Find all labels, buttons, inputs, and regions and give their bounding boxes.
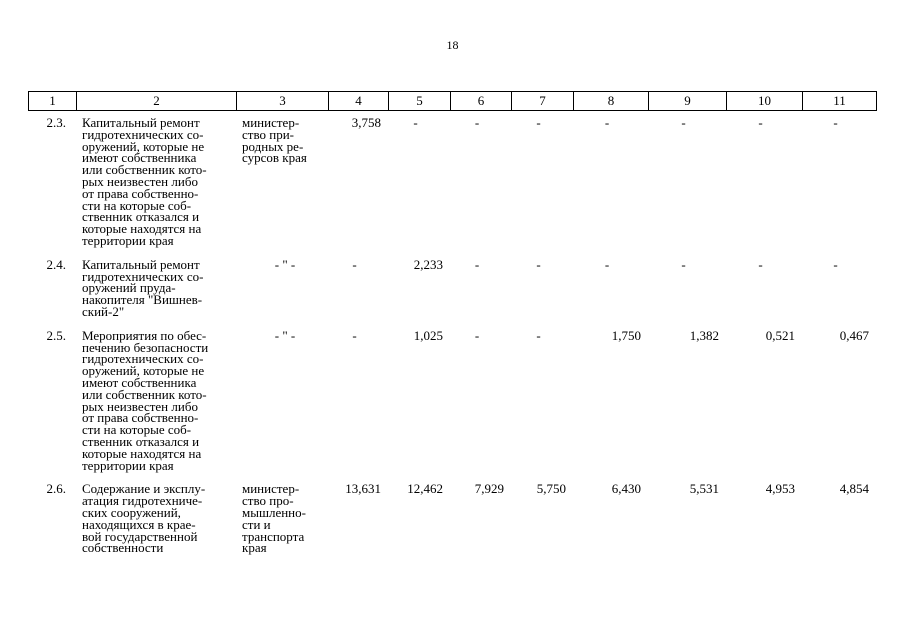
executor-line: - " - [274,256,296,272]
value-cell: - [681,256,686,272]
measure-name [76,117,236,259]
measure-name-line: гидротехнических со- [82,268,204,284]
measures-table [28,117,876,554]
measure-name-line: находящихся в крае- [82,516,196,532]
measure-name-line: ственник отказался и [82,433,200,449]
executor-line: ство про- [242,493,294,509]
value-cell: 0,467 [839,327,869,343]
measure-name [76,483,236,554]
value-cell: 2,233 [413,256,443,272]
executor-line: министер- [242,115,300,130]
measure-name-line: атация гидротехниче- [82,493,203,509]
executor-line: края [242,540,267,556]
value-cell: - [604,256,610,272]
executor-line: родных ре- [242,138,304,154]
measure-name-line: собственности [82,540,164,556]
row-number: 2.5. [46,327,66,343]
measure-name-line: печению безопасности [82,339,209,355]
header-cell: 7 [512,92,574,111]
executor [236,256,328,330]
table-row [28,483,876,554]
measure-name-line: Капитальный ремонт [82,115,200,130]
value-cell: 5,750 [536,481,566,497]
measure-name-line: или собственник кото- [82,386,207,402]
value-cell: 6,430 [611,481,641,497]
measure-name-line: имеют собственника [82,150,197,166]
measure-name-line: Содержание и эксплу- [82,481,206,497]
executor-line: мышленно- [242,504,306,520]
measure-name-line: гидротехнических со- [82,126,204,142]
header-cell: 10 [727,92,803,111]
measure-name-line: имеют собственника [82,374,197,390]
value-cell: 4,854 [839,481,869,497]
value-cell: 0,521 [765,327,795,343]
value-cell: 3,758 [351,115,381,130]
measure-name-line: ственник отказался и [82,209,200,225]
measure-name-line: рых неизвестен либо [82,398,198,414]
header-cell: 8 [574,92,649,111]
header-cell: 4 [329,92,389,111]
value-cell: 7,929 [474,481,504,497]
value-cell: - [474,256,480,272]
header-cell: 3 [237,92,329,111]
row-number: 2.6. [46,481,66,497]
value-cell: 1,750 [611,327,641,343]
measure-name [76,327,236,484]
value-cell: 4,953 [765,481,795,497]
header-cell: 5 [389,92,451,111]
measure-name-line: Капитальный ремонт [82,256,200,272]
measure-name-line: накопителя "Вишнев- [82,292,203,308]
header-row [29,92,877,111]
value-cell: 13,631 [345,481,381,497]
value-cell: - [352,327,357,343]
measure-name-line: от права собственно- [82,410,199,426]
table-row [28,259,876,330]
value-cell: 12,462 [407,481,443,497]
measure-name-line: оружений, которые не [82,138,205,154]
value-cell: - [833,256,838,272]
value-cell: - [536,256,541,272]
measure-name-line: ский-2" [82,303,125,319]
measure-name-line: оружений, которые не [82,363,205,379]
value-cell: - [833,115,838,130]
executor-line: сти и [242,516,271,532]
measure-name [76,256,236,330]
measure-name-line: ских сооружений, [82,504,181,520]
row-number: 2.4. [46,256,66,272]
executor-line: ство при- [242,126,294,142]
value-cell: - [758,256,763,272]
value-cell: - [681,115,686,130]
executor-line: транспорта [242,528,305,544]
measure-name-line: вой государственной [82,528,198,544]
executor [236,327,328,484]
header-cell: 9 [649,92,727,111]
value-cell: - [536,115,541,130]
value-cell: - [604,115,610,130]
row-number: 2.3. [46,115,66,130]
header-cell: 6 [451,92,512,111]
measure-name-line: от права собственно- [82,185,199,201]
column-number-header [28,91,877,111]
header-cell: 2 [77,92,237,111]
value-cell: - [413,115,418,130]
measure-name-line: территории края [82,232,174,248]
measure-name-line: сти на которые соб- [82,422,192,438]
header-cell: 1 [29,92,77,111]
executor-line: министер- [242,481,300,497]
value-cell: 5,531 [689,481,719,497]
measure-name-line: сти на которые соб- [82,197,192,213]
value-cell: 1,025 [413,327,443,343]
measure-name-line: гидротехнических со- [82,351,204,367]
executor [236,483,328,554]
measure-name-line: оружений пруда- [82,280,176,296]
value-cell: - [474,327,480,343]
executor-line: - " - [274,327,296,343]
executor-line: сурсов края [242,150,307,166]
value-cell: - [474,115,480,130]
measure-name-line: территории края [82,457,174,473]
value-cell: 1,382 [689,327,719,343]
measure-name-line: Мероприятия по обес- [82,327,207,343]
measure-name-line: или собственник кото- [82,162,207,178]
table-row [28,330,876,484]
header-cell: 11 [803,92,877,111]
page-number: 18 [446,38,459,52]
value-cell: - [352,256,357,272]
value-cell: - [536,327,541,343]
measure-name-line: которые находятся на [82,221,202,237]
table-row [28,117,876,259]
measure-name-line: рых неизвестен либо [82,173,198,189]
measure-name-line: которые находятся на [82,445,202,461]
value-cell: - [758,115,763,130]
executor [236,117,328,259]
